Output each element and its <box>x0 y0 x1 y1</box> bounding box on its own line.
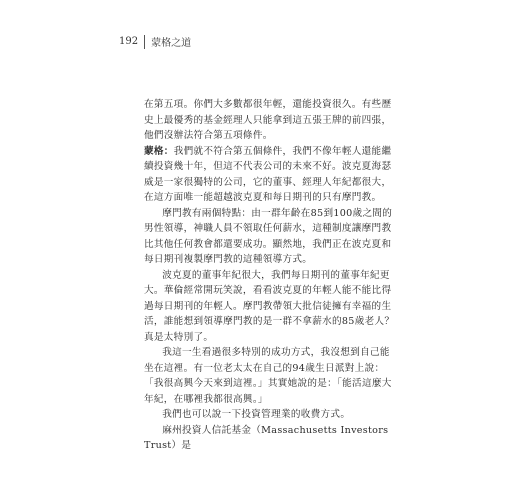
page-number: 192 <box>119 36 139 47</box>
paragraph: 我們也可以說一下投資管理業的收費方式。 <box>162 409 351 420</box>
paragraph-speaker <box>144 144 396 206</box>
paragraph: 我這一生看過很多特別的成功方式，我沒想到自己能坐在這裡。有一位老太太在自己的94歲生日派對上說：「我很高興今天來到這裡。」其實她說的是：「能活這麼大年紀，在哪裡我都很高興。」 <box>144 347 392 405</box>
speaker-label: 蒙格： <box>144 145 174 157</box>
paragraph: 在第五項。你們大多數都很年輕，還能投資很久。有些歷史上最優秀的基金經理人只能拿到這五張王牌的前四張，他們沒辦法符合第五項條件。 <box>144 99 392 141</box>
speaker-text: 我們就不符合第五個條件，我們不像年輕人還能繼續投資幾十年，但這不代表公司的未來不好。波克夏海瑟威是一家很獨特的公司，它的董事、經理人年紀都很大，在這方面唯一能超越波克夏和每日期刊的只有摩門教。 <box>144 145 392 203</box>
book-title: 蒙格之道 <box>151 38 192 49</box>
paragraph: 摩門教有兩個特點：由一群年齡在85到100歲之間的男性領導，神職人員不領取任何薪水，這種制度讓摩門教比其他任何教會都還要成功。顯然地，我們正在波克夏和每日期刊複製摩門教的這種領導方式。 <box>144 207 393 265</box>
header-divider <box>144 35 145 49</box>
body-text <box>144 97 396 454</box>
running-header <box>119 34 191 49</box>
paragraph: 麻州投資人信託基金（Massachusetts Investors Trust）是 <box>144 424 389 451</box>
paragraph: 波克夏的董事年紀很大，我們每日期刊的董事年紀更大。華倫經常開玩笑說，看看波克夏的年輕人能不能比得過每日期刊的年輕人。摩門教帶領大批信徒擁有幸福的生活，誰能想到領導摩門教的是一群不拿薪水的85歲老人？真是太特別了。 <box>144 269 395 343</box>
